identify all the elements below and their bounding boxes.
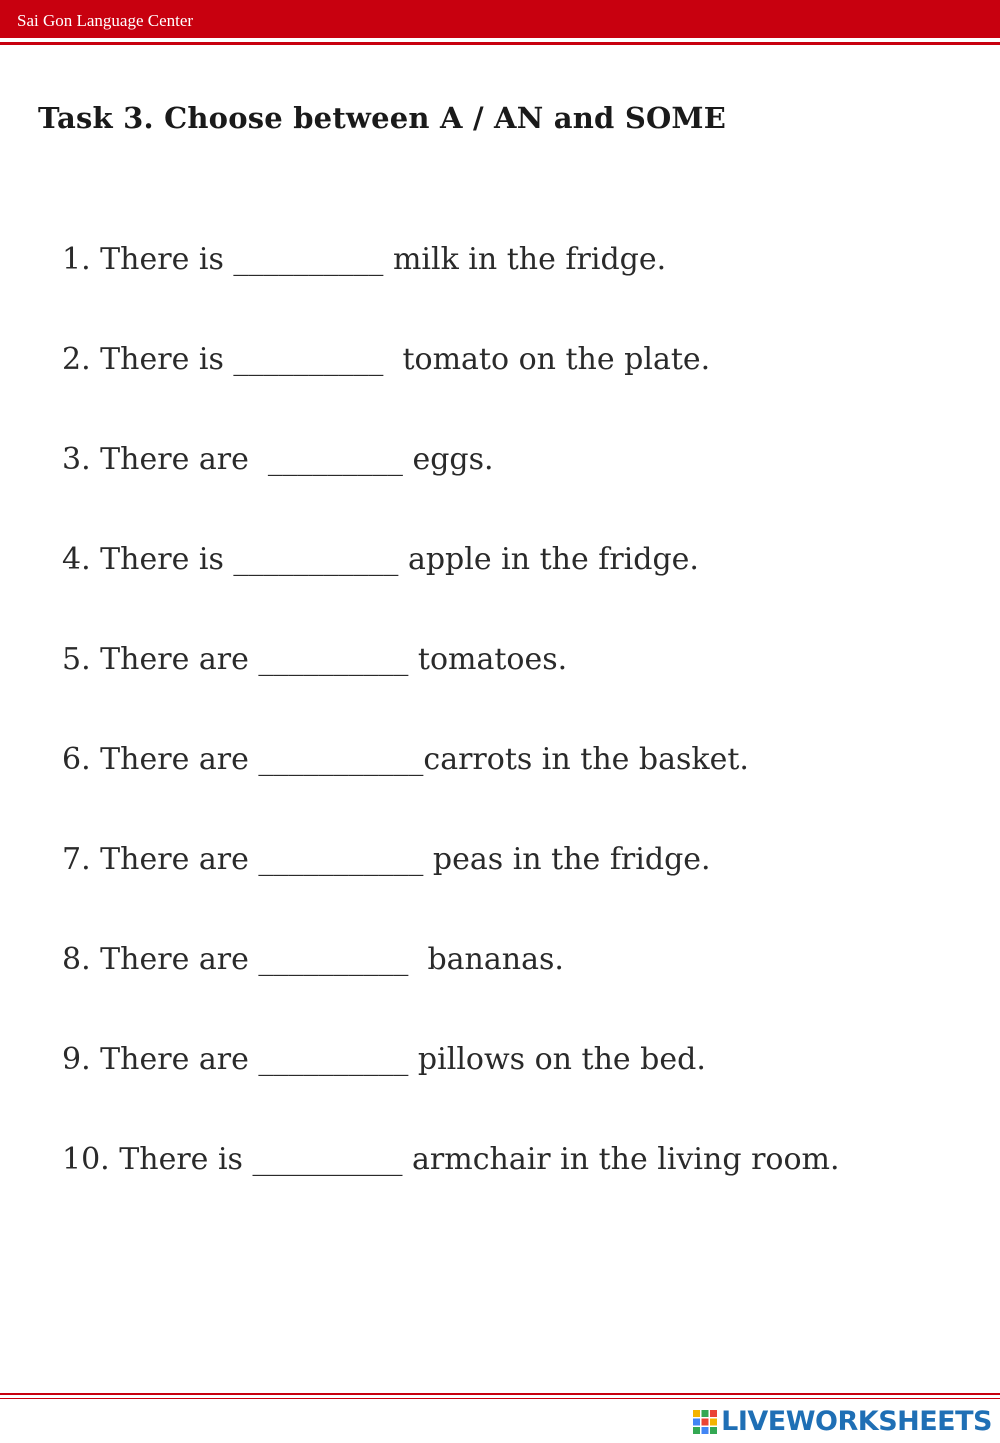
question-3: 3. There are _________ eggs. — [62, 442, 494, 477]
question-6: 6. There are ___________carrots in the basket. — [62, 742, 749, 777]
liveworksheets-brand[interactable] — [692, 1405, 992, 1439]
task-title: Task 3. Choose between A / AN and SOME — [38, 101, 727, 135]
header-title: Sai Gon Language Center — [17, 11, 194, 30]
question-4: 4. There is ___________ apple in the fridge. — [62, 542, 699, 577]
question-2: 2. There is __________ tomato on the plate. — [62, 342, 711, 377]
question-1: 1. There is __________ milk in the fridge. — [62, 242, 667, 277]
question-10: 10. There is __________ armchair in the living room. — [62, 1142, 840, 1177]
question-5: 5. There are __________ tomatoes. — [62, 642, 568, 677]
footer-divider — [0, 1393, 1000, 1395]
brand-name: LIVEWORKSHEETS — [721, 1406, 992, 1437]
question-list — [62, 238, 840, 1238]
header-divider — [0, 42, 1000, 45]
question-7: 7. There are ___________ peas in the fridge. — [62, 842, 711, 877]
question-9: 9. There are __________ pillows on the bed. — [62, 1042, 706, 1077]
liveworksheets-logo-icon — [692, 1409, 718, 1435]
question-8: 8. There are __________ bananas. — [62, 942, 564, 977]
footer-divider-thin — [0, 1398, 1000, 1399]
